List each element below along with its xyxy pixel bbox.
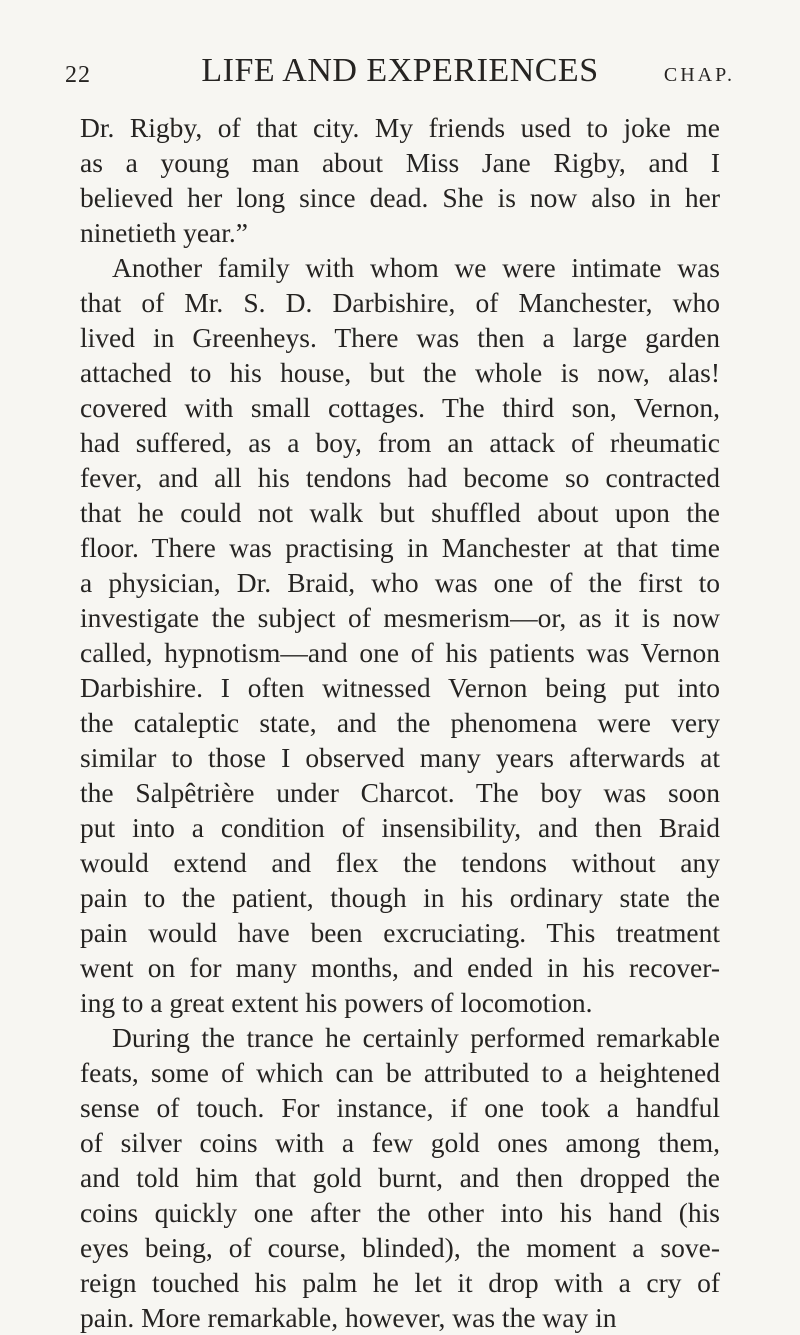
text-line: put into a condition of insensibility, and then Braid bbox=[80, 812, 720, 843]
text-line: ing to a great extent his powers of locomotion. bbox=[80, 987, 593, 1018]
body-text bbox=[80, 110, 720, 1335]
text-line: believed her long since dead. She is now also in her bbox=[80, 182, 720, 213]
chapter-abbreviation: CHAP. bbox=[663, 64, 735, 86]
text-line: that he could not walk but shuffled about upon the bbox=[80, 497, 720, 528]
text-line: During the trance he certainly performed remarkable bbox=[112, 1022, 720, 1053]
text-line: Darbishire. I often witnessed Vernon being put into bbox=[80, 672, 720, 703]
text-line: Another family with whom we were intimate was bbox=[112, 252, 720, 283]
text-line: coins quickly one after the other into his hand (his bbox=[80, 1197, 720, 1228]
text-line: floor. There was practising in Manchester at that time bbox=[80, 532, 720, 563]
text-line: covered with small cottages. The third son, Vernon, bbox=[80, 392, 720, 423]
text-line: attached to his house, but the whole is now, alas! bbox=[80, 357, 720, 388]
text-line: eyes being, of course, blinded), the moment a sove- bbox=[80, 1232, 720, 1263]
text-line: of silver coins with a few gold ones among them, bbox=[80, 1127, 720, 1158]
paragraph bbox=[80, 1020, 720, 1335]
text-line: similar to those I observed many years afterwards at bbox=[80, 742, 720, 773]
text-line: went on for many months, and ended in his recover- bbox=[80, 952, 720, 983]
text-line: pain to the patient, though in his ordinary state the bbox=[80, 882, 720, 913]
text-line: the Salpêtrière under Charcot. The boy was soon bbox=[80, 777, 720, 808]
text-line: and told him that gold burnt, and then dropped the bbox=[80, 1162, 720, 1193]
text-line: as a young man about Miss Jane Rigby, and I bbox=[80, 147, 720, 178]
text-line: would extend and flex the tendons without any bbox=[80, 847, 720, 878]
text-line: fever, and all his tendons had become so contracted bbox=[80, 462, 720, 493]
text-line: pain. More remarkable, however, was the way in bbox=[80, 1302, 617, 1333]
text-line: feats, some of which can be attributed to a heightened bbox=[80, 1057, 720, 1088]
text-line: pain would have been excruciating. This treatment bbox=[80, 917, 720, 948]
text-line: sense of touch. For instance, if one took a handful bbox=[80, 1092, 720, 1123]
text-line: lived in Greenheys. There was then a large garden bbox=[80, 322, 720, 353]
text-line: a physician, Dr. Braid, who was one of the first to bbox=[80, 567, 720, 598]
text-line: investigate the subject of mesmerism—or, as it is now bbox=[80, 602, 720, 633]
text-line: called, hypnotism—and one of his patients was Vernon bbox=[80, 637, 720, 668]
page-number: 22 bbox=[65, 62, 91, 88]
paragraph bbox=[80, 110, 720, 250]
paragraph bbox=[80, 250, 720, 1020]
text-line: ninetieth year.” bbox=[80, 217, 248, 248]
text-line: the cataleptic state, and the phenomena were very bbox=[80, 707, 720, 738]
running-header bbox=[65, 52, 735, 96]
running-title: LIFE AND EXPERIENCES bbox=[201, 52, 599, 89]
text-line: Dr. Rigby, of that city. My friends used to joke me bbox=[80, 112, 720, 143]
text-line: that of Mr. S. D. Darbishire, of Manchester, who bbox=[80, 287, 720, 318]
text-line: had suffered, as a boy, from an attack of rheumatic bbox=[80, 427, 720, 458]
text-line: reign touched his palm he let it drop with a cry of bbox=[80, 1267, 720, 1298]
